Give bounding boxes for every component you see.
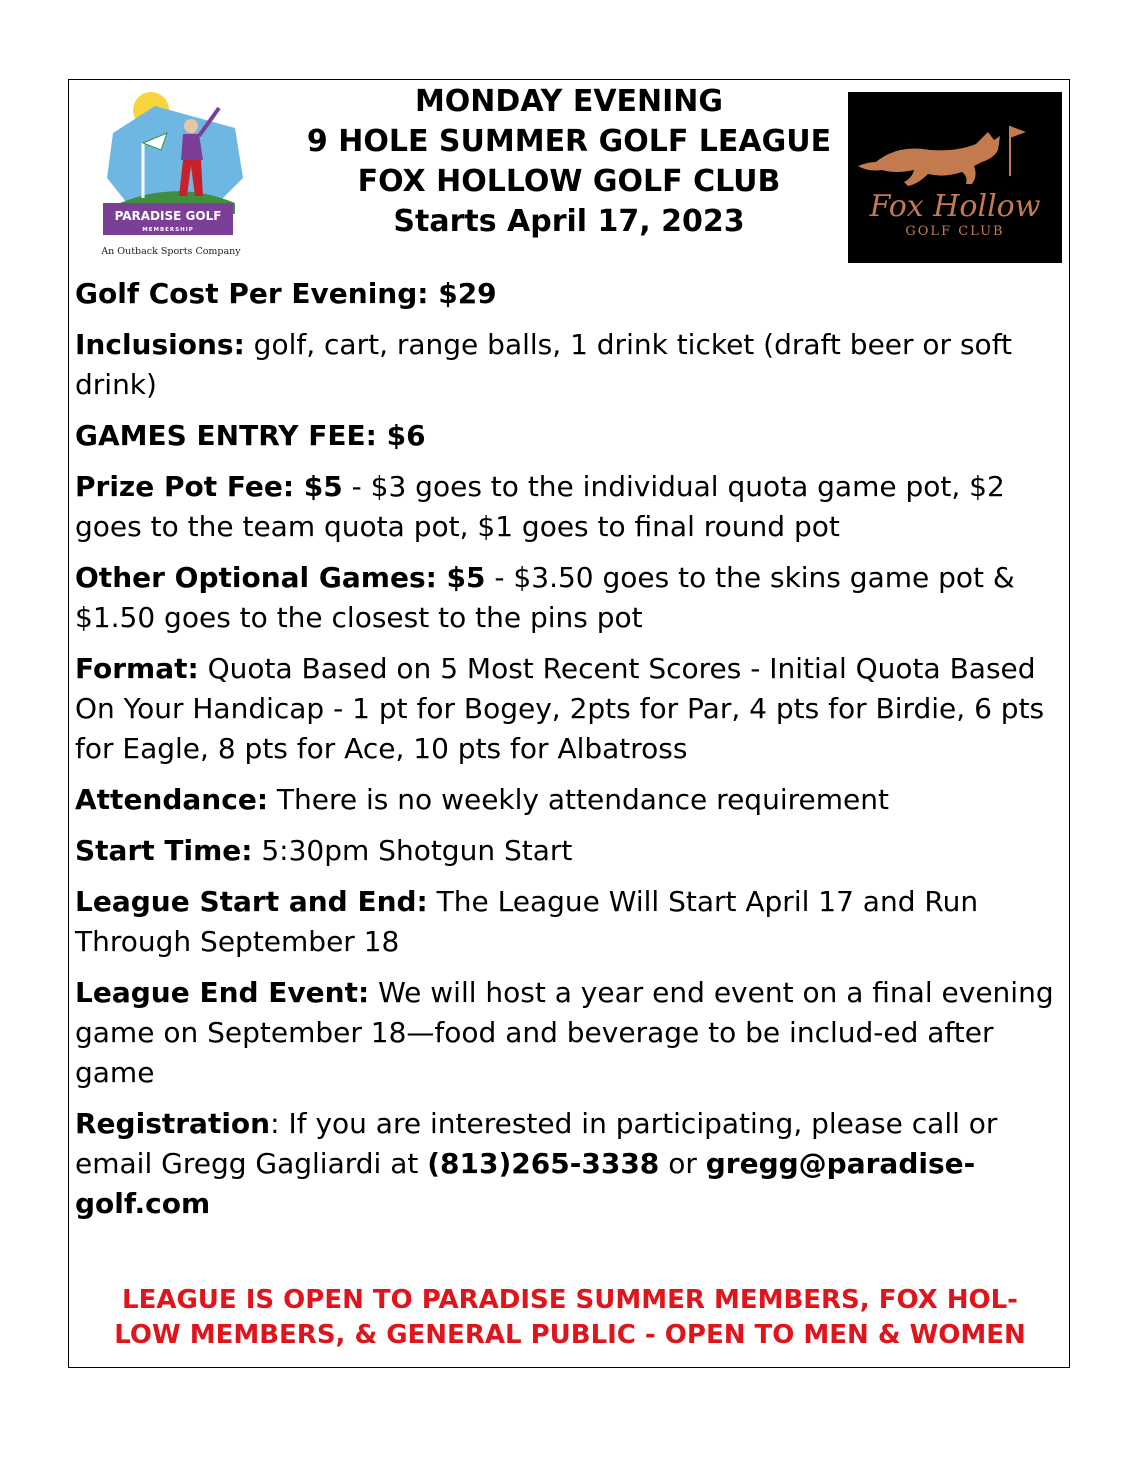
notice-line-1: LEAGUE IS OPEN TO PARADISE SUMMER MEMBERS, FOX HOL- (122, 1285, 1018, 1315)
registration-email[interactable]: gregg@paradise-golf.com (75, 1147, 976, 1220)
title-line-2: 9 HOLE SUMMER GOLF LEAGUE (306, 124, 832, 159)
start-time-text: 5:30pm Shotgun Start (252, 834, 573, 867)
format-label: Format: (75, 652, 199, 685)
paradise-golf-logo-graphic (95, 88, 255, 263)
fox-flag-icon (1010, 126, 1026, 138)
attendance-text: There is no weekly attendance requirement (268, 783, 889, 816)
start-time-line (75, 831, 1065, 871)
paradise-golf-logo (95, 88, 255, 263)
fox-logo-sub: GOLF CLUB (905, 224, 1005, 239)
registration-line (75, 1104, 1065, 1224)
end-event-text: We will host a year end event on a final evening game on September 18—food and beverage to be includ-ed after game (75, 976, 1054, 1089)
prize-pot-line (75, 467, 1065, 547)
cost-line (75, 274, 1065, 314)
registration-label: Registration (75, 1107, 271, 1140)
golfer-head (184, 119, 198, 133)
inclusions-label: Inclusions: (75, 328, 245, 361)
end-event-line (75, 973, 1065, 1093)
attendance-line (75, 780, 1065, 820)
flyer-title (269, 82, 869, 242)
inclusions-line (75, 325, 1065, 405)
fox-icon (858, 132, 1000, 186)
registration-text-1: : If you are interested in participating, please call or email Gregg Gagliardi at (75, 1107, 998, 1180)
attendance-label: Attendance: (75, 783, 269, 816)
optional-games-text: - $3.50 goes to the skins game pot & $1.50 goes to the closest to the pins pot (75, 561, 1015, 634)
paradise-logo-name: PARADISE GOLF (114, 209, 222, 223)
games-fee-line (75, 416, 1065, 456)
fox-logo-name: Fox Hollow (869, 189, 1041, 224)
fox-hollow-logo (848, 92, 1062, 263)
prize-pot-label: Prize Pot Fee: $5 (75, 470, 343, 503)
registration-text-2: or (659, 1147, 706, 1180)
flyer-frame (68, 79, 1070, 1368)
paradise-logo-sub: MEMBERSHIP (142, 227, 194, 233)
format-text: Quota Based on 5 Most Recent Scores - Initial Quota Based On Your Handicap - 1 pt for Bogey, 2pts for Par, 4 pts for Birdie, 6 pts for Eagle, 8 pts for Ace, 10 pts for Albatross (75, 652, 1045, 765)
title-line-4: Starts April 17, 2023 (393, 204, 745, 239)
format-line (75, 649, 1065, 769)
cost-label: Golf Cost Per Evening: $29 (75, 277, 497, 310)
fox-hollow-logo-graphic (848, 92, 1062, 263)
inclusions-text: golf, cart, range balls, 1 drink ticket (draft beer or soft drink) (75, 328, 1013, 401)
start-time-label: Start Time: (75, 834, 253, 867)
league-dates-label: League Start and End: (75, 885, 428, 918)
title-line-1: MONDAY EVENING (414, 84, 724, 119)
title-line-3: FOX HOLLOW GOLF CLUB (357, 164, 781, 199)
league-dates-line (75, 882, 1065, 962)
prize-pot-text: - $3 goes to the individual quota game pot, $2 goes to the team quota pot, $1 goes to final round pot (75, 470, 1005, 543)
league-details (75, 274, 1065, 1235)
optional-games-label: Other Optional Games: $5 (75, 561, 486, 594)
open-to-notice (69, 1283, 1071, 1353)
games-fee-label: GAMES ENTRY FEE: $6 (75, 419, 426, 452)
registration-phone[interactable]: (813)265-3338 (427, 1147, 660, 1180)
paradise-logo-tagline: An Outback Sports Company (101, 246, 241, 257)
end-event-label: League End Event: (75, 976, 370, 1009)
optional-games-line (75, 558, 1065, 638)
league-dates-text: The League Will Start April 17 and Run Through September 18 (75, 885, 979, 958)
notice-line-2: LOW MEMBERS, & GENERAL PUBLIC - OPEN TO MEN & WOMEN (114, 1320, 1026, 1350)
